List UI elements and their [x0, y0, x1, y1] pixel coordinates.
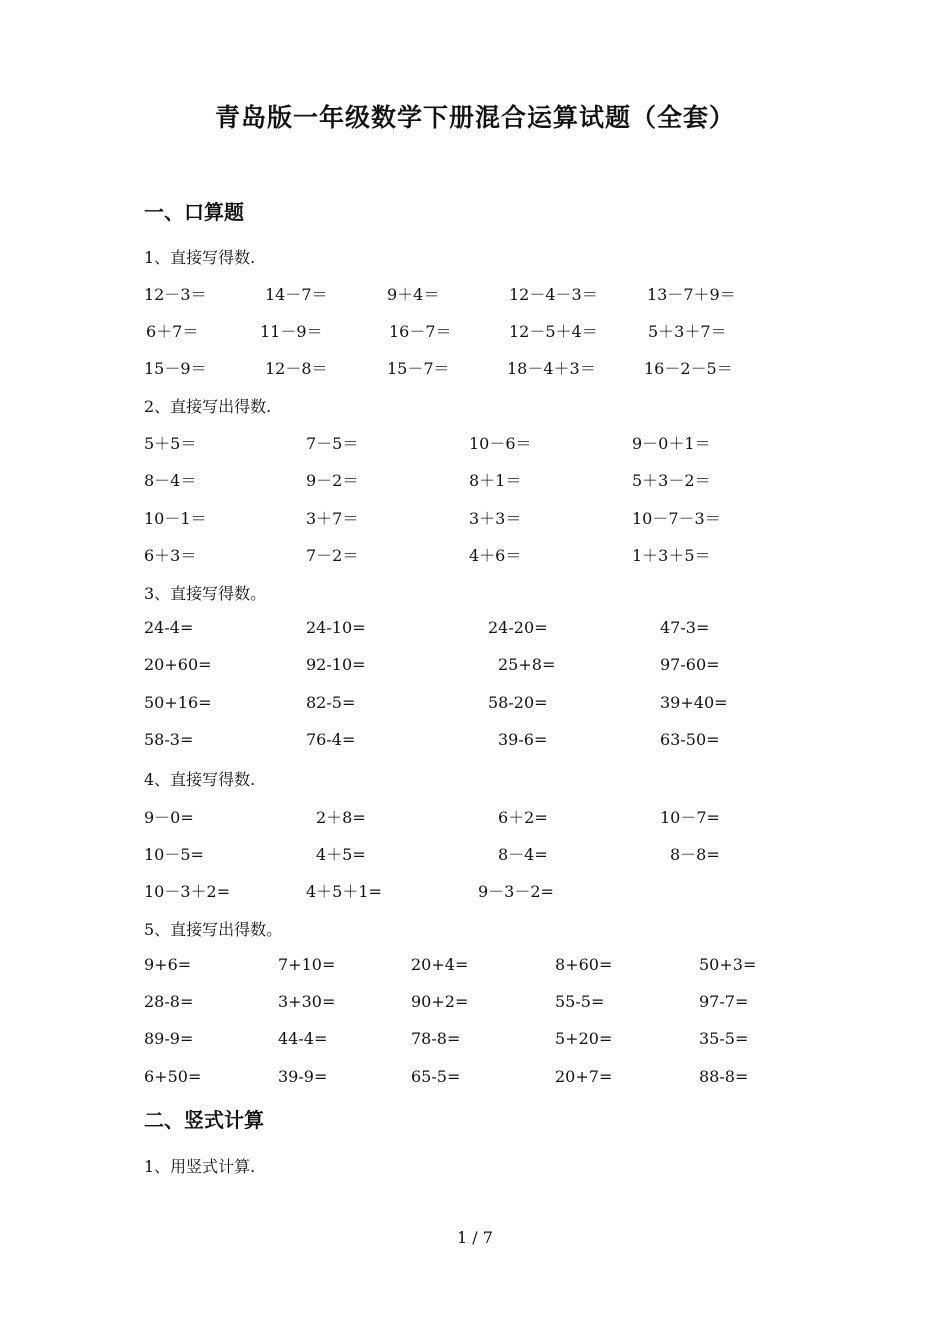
math-problem: 6＋3＝ — [144, 546, 197, 565]
math-problem: 1＋3＋5＝ — [632, 546, 711, 565]
math-problem: 10－6＝ — [469, 434, 532, 453]
question-vertical-1-instruction: 1、用竖式计算. — [144, 1157, 256, 1176]
math-problem: 4＋5＋1= — [306, 882, 382, 901]
math-problem: 10－5= — [144, 845, 204, 864]
math-problem: 24-10= — [306, 618, 366, 637]
math-problem: 12－8＝ — [265, 359, 328, 378]
math-problem: 3＋7＝ — [306, 509, 359, 528]
math-problem: 9+6= — [144, 955, 192, 974]
math-problem: 24-20= — [488, 618, 548, 637]
math-problem: 35-5= — [699, 1029, 749, 1048]
math-problem: 10－1＝ — [144, 509, 207, 528]
math-problem: 97-60= — [660, 655, 720, 674]
math-problem: 8+60= — [555, 955, 613, 974]
question-1-instruction: 1、直接写得数. — [144, 248, 256, 267]
math-problem: 12－4－3＝ — [509, 285, 598, 304]
math-problem: 39-6= — [498, 730, 548, 749]
math-problem: 6+50= — [144, 1067, 202, 1086]
math-problem: 39-9= — [278, 1067, 328, 1086]
math-problem: 9＋4＝ — [387, 285, 440, 304]
math-problem: 25+8= — [498, 655, 556, 674]
math-problem: 13－7＋9＝ — [647, 285, 736, 304]
math-problem: 63-50= — [660, 730, 720, 749]
math-problem: 89-9= — [144, 1029, 194, 1048]
math-problem: 6＋2= — [498, 808, 548, 827]
math-problem: 9－2＝ — [306, 471, 359, 490]
math-problem: 15－9＝ — [144, 359, 207, 378]
math-problem: 7－2＝ — [306, 546, 359, 565]
math-problem: 44-4= — [278, 1029, 328, 1048]
math-problem: 8＋1＝ — [469, 471, 522, 490]
math-problem: 78-8= — [411, 1029, 461, 1048]
math-problem: 4＋6＝ — [469, 546, 522, 565]
math-problem: 3＋3＝ — [469, 509, 522, 528]
math-problem: 39+40= — [660, 693, 728, 712]
math-problem: 9－0＋1＝ — [632, 434, 711, 453]
math-problem: 2＋8= — [316, 808, 366, 827]
math-problem: 90+2= — [411, 992, 469, 1011]
math-problem: 5+20= — [555, 1029, 613, 1048]
question-4-instruction: 4、直接写得数. — [144, 770, 256, 789]
math-problem: 6＋7＝ — [146, 322, 199, 341]
math-problem: 58-20= — [488, 693, 548, 712]
math-problem: 24-4= — [144, 618, 194, 637]
math-problem: 10－3＋2= — [144, 882, 231, 901]
math-problem: 47-3= — [660, 618, 710, 637]
math-problem: 9－3－2= — [478, 882, 554, 901]
math-problem: 16－2－5＝ — [644, 359, 733, 378]
math-problem: 5＋3＋7＝ — [648, 322, 727, 341]
math-problem: 8－4＝ — [144, 471, 197, 490]
math-problem: 12－5＋4＝ — [509, 322, 598, 341]
math-problem: 15－7＝ — [387, 359, 450, 378]
math-problem: 28-8= — [144, 992, 194, 1011]
math-problem: 5＋5＝ — [144, 434, 197, 453]
math-problem: 16－7＝ — [389, 322, 452, 341]
math-problem: 4＋5= — [316, 845, 366, 864]
math-problem: 50+16= — [144, 693, 212, 712]
math-problem: 50+3= — [699, 955, 757, 974]
math-problem: 82-5= — [306, 693, 356, 712]
math-problem: 20+4= — [411, 955, 469, 974]
math-problem: 97-7= — [699, 992, 749, 1011]
math-problem: 11－9＝ — [260, 322, 323, 341]
math-problem: 7+10= — [278, 955, 336, 974]
math-problem: 8－8= — [670, 845, 720, 864]
question-5-instruction: 5、直接写出得数。 — [144, 920, 283, 939]
math-problem: 9－0= — [144, 808, 194, 827]
math-problem: 12－3＝ — [144, 285, 207, 304]
section-heading-vertical-calculation: 二、竖式计算 — [144, 1108, 264, 1132]
math-problem: 14－7＝ — [265, 285, 328, 304]
section-heading-oral-calculation: 一、口算题 — [144, 200, 244, 224]
math-problem: 3+30= — [278, 992, 336, 1011]
math-problem: 92-10= — [306, 655, 366, 674]
math-problem: 76-4= — [306, 730, 356, 749]
question-3-instruction: 3、直接写得数。 — [144, 584, 267, 603]
math-problem: 8－4= — [498, 845, 548, 864]
page-title: 青岛版一年级数学下册混合运算试题（全套） — [214, 103, 735, 132]
math-problem: 20+60= — [144, 655, 212, 674]
math-problem: 58-3= — [144, 730, 194, 749]
page-number: 1 / 7 — [457, 1228, 493, 1247]
math-problem: 7－5＝ — [306, 434, 359, 453]
question-2-instruction: 2、直接写出得数. — [144, 397, 272, 416]
math-problem: 10－7－3＝ — [632, 509, 721, 528]
math-problem: 20+7= — [555, 1067, 613, 1086]
math-problem: 5＋3－2＝ — [632, 471, 711, 490]
math-problem: 65-5= — [411, 1067, 461, 1086]
math-problem: 10－7= — [660, 808, 720, 827]
math-problem: 55-5= — [555, 992, 605, 1011]
math-problem: 88-8= — [699, 1067, 749, 1086]
math-problem: 18－4＋3＝ — [507, 359, 596, 378]
